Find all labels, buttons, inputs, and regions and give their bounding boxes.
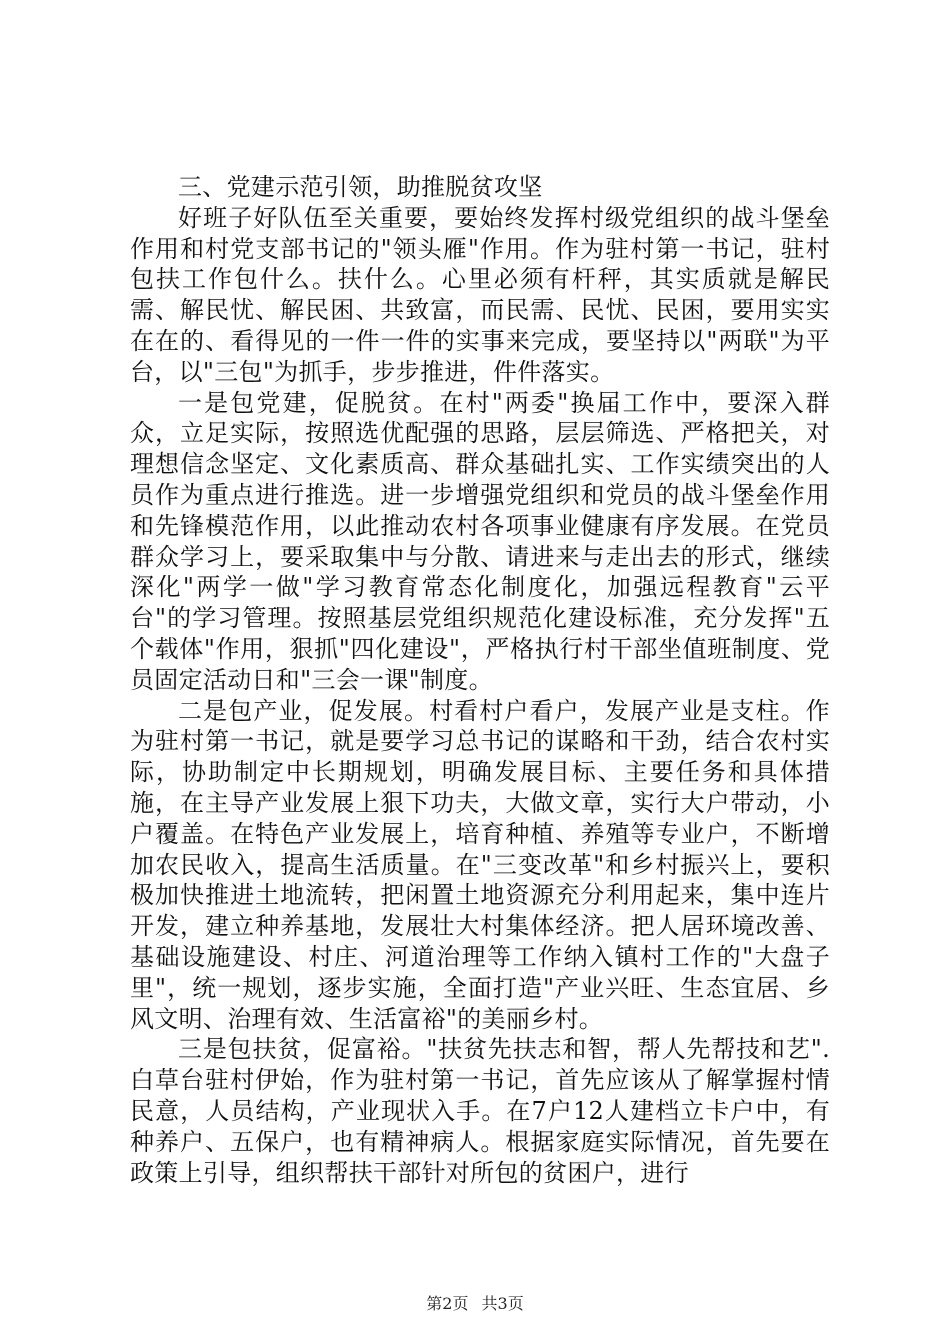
page-total: 共3页 xyxy=(481,1294,524,1313)
page-footer xyxy=(0,1294,950,1314)
paragraph-poverty-relief: 三是包扶贫，促富裕。"扶贫先扶志和智，帮人先帮技和艺".白草台驻村伊始，作为驻村第一书记，首先应该从了解掌握村情民意，人员结构，产业现状入手。在7户12人建档立卡户中，有种养户、五保户，也有精神病人。根据家庭实际情况，首先要在政策上引导，组织帮扶干部针对所包的贫困户，进行 xyxy=(130,1035,830,1187)
paragraph-party-building: 一是包党建，促脱贫。在村"两委"换届工作中，要深入群众，立足实际，按照选优配强的思路，层层筛选、严格把关，对理想信念坚定、文化素质高、群众基础扎实、工作实绩突出的人员作为重点进行推选。进一步增强党组织和党员的战斗堡垒作用和先锋模范作用，以此推动农村各项事业健康有序发展。在党员群众学习上，要采取集中与分散、请进来与走出去的形式，继续深化"两学一做"学习教育常态化制度化，加强远程教育"云平台"的学习管理。按照基层党组织规范化建设标准，充分发挥"五个载体"作用，狠抓"四化建设"，严格执行村干部坐值班制度、党员固定活动日和"三会一课"制度。 xyxy=(130,388,830,694)
page-number: 第2页 xyxy=(426,1294,469,1313)
paragraph-industry: 二是包产业，促发展。村看村户看户，发展产业是支柱。作为驻村第一书记，就是要学习总书记的谋略和干劲，结合农村实际，协助制定中长期规划，明确发展目标、主要任务和具体措施，在主导产业发展上狠下功夫，大做文章，实行大户带动，小户覆盖。在特色产业发展上，培育种植、养殖等专业户，不断增加农民收入，提高生活质量。在"三变改革"和乡村振兴上，要积极加快推进土地流转，把闲置土地资源充分利用起来，集中连片开发，建立种养基地，发展壮大村集体经济。把人居环境改善、基础设施建设、村庄、河道治理等工作纳入镇村工作的"大盘子里"，统一规划，逐步实施，全面打造"产业兴旺、生态宜居、乡风文明、治理有效、生活富裕"的美丽乡村。 xyxy=(130,696,830,1033)
document-body xyxy=(130,172,830,1188)
paragraph-intro: 好班子好队伍至关重要，要始终发挥村级党组织的战斗堡垒作用和村党支部书记的"领头雁"作用。作为驻村第一书记，驻村包扶工作包什么。扶什么。心里必须有杆秤，其实质就是解民需、解民忧、解民困、共致富，而民需、民忧、民困，要用实实在在的、看得见的一件一件的实事来完成，要坚持以"两联"为平台，以"三包"为抓手，步步推进，件件落实。 xyxy=(130,203,830,386)
section-heading: 三、党建示范引领，助推脱贫攻坚 xyxy=(178,173,543,201)
